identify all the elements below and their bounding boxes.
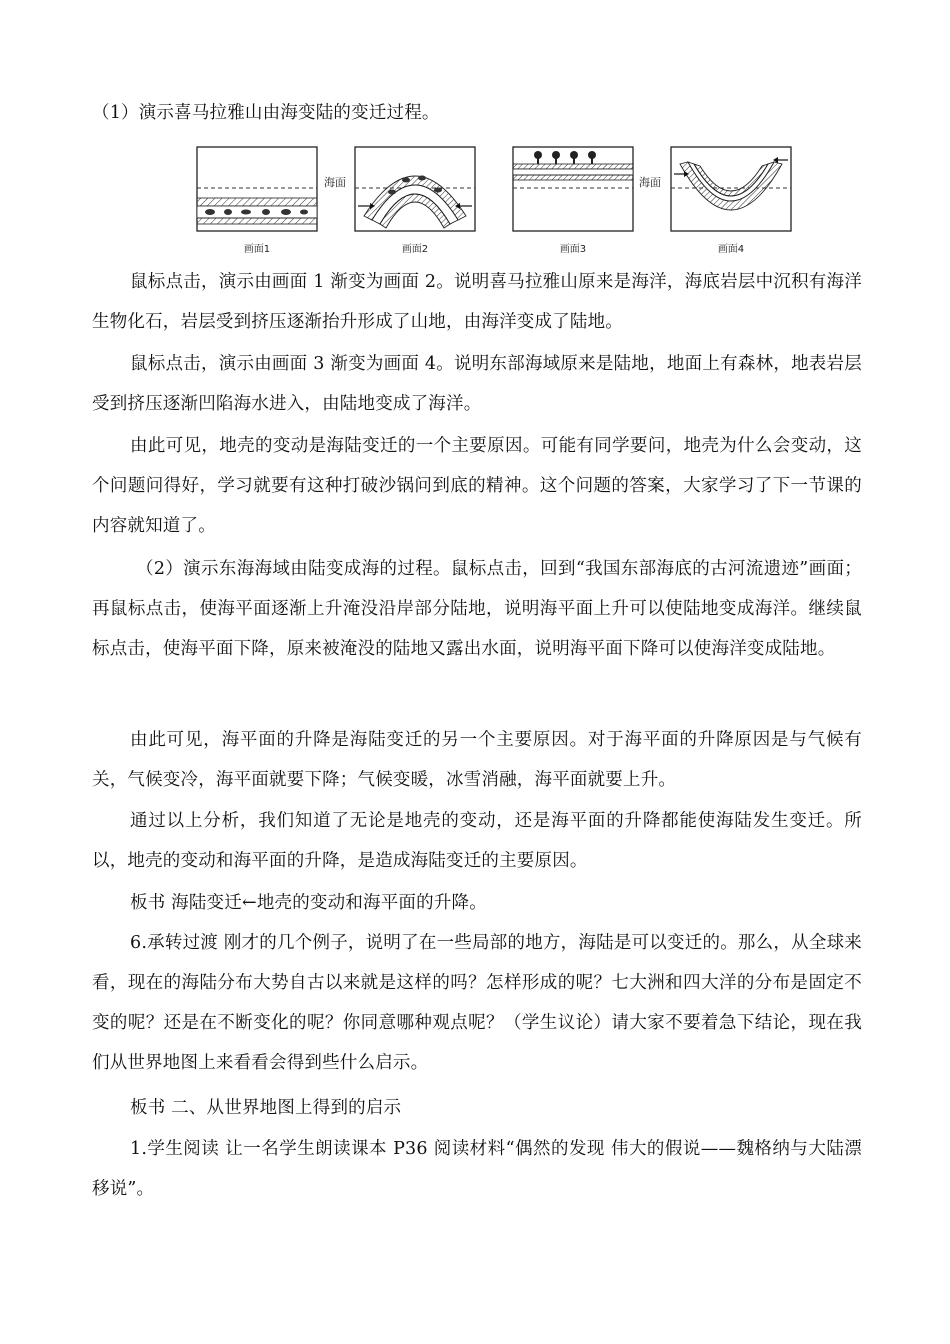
caption-panel-3: 画面3 (559, 244, 587, 255)
paragraph-student-reading: 1.学生阅读 让一名学生朗读课本 P36 阅读材料“偶然的发现 伟大的假说——魏格纳与大陆漂移说”。 (92, 1139, 862, 1199)
panel-4-subsided-sea-diagram (670, 146, 792, 232)
caption-panel-2: 画面2 (401, 244, 429, 255)
panel-3 (512, 146, 634, 232)
panel-1-seabed-fossils-diagram (196, 146, 318, 232)
caption-panel-1: 画面1 (243, 244, 271, 255)
paragraph-east-sea-demo: （2）演示东海海域由陆变成海的过程。鼠标点击，回到“我国东部海底的古河流遗迹”画面；再鼠标点击，使海平面逐渐上升淹没沿岸部分陆地，说明海平面上升可以使陆地变成海洋。继续鼠标点击，使海平面下降，原来被淹没的陆地又露出水面，说明海平面下降可以使海洋变成陆地。 (92, 559, 862, 659)
paragraph-transition: 6.承转过渡 刚才的几个例子，说明了在一些局部的地方，海陆是可以变迁的。那么，从全球来看，现在的海陆分布大势自古以来就是这样的吗？怎样形成的呢？七大洲和四大洋的分布是固定不变的呢？还是在不断变化的呢？你同意哪种观点呢？（学生议论）请大家不要着急下结论，现在我们从世界地图上来看看会得到些什么启示。 (92, 933, 862, 1073)
panel-3-forest-land-diagram (512, 146, 634, 232)
sea-land-change-figure (196, 146, 796, 256)
paragraph-panel1-to-2: 鼠标点击，演示由画面 1 渐变为画面 2。说明喜马拉雅山原来是海洋，海底岩层中沉积有海洋生物化石，岩层受到挤压逐渐抬升形成了山地，由海洋变成了陆地。 (92, 272, 862, 332)
paragraph-panel3-to-4: 鼠标点击，演示由画面 3 渐变为画面 4。说明东部海域原来是陆地，地面上有森林，地表岩层受到挤压逐渐凹陷海水进入，由陆地变成了海洋。 (92, 354, 862, 414)
blackboard-note-2: 板书 二、从世界地图上得到的启示 (130, 1098, 402, 1118)
sea-level-label-left: 海面 (324, 176, 346, 189)
paragraph-crust-movement: 由此可见，地壳的变动是海陆变迁的一个主要原因。可能有同学要问，地壳为什么会变动，这个问题问得好，学习就要有这种打破沙锅问到底的精神。这个问题的答案，大家学习了下一节课的内容就知道了。 (92, 436, 862, 536)
caption-panel-4: 画面4 (717, 244, 745, 255)
blackboard-note-1: 板书 海陆变迁←地壳的变动和海平面的升降。 (130, 893, 487, 913)
paragraph-sea-level-change: 由此可见，海平面的升降是海陆变迁的另一个主要原因。对于海平面的升降原因是与气候有关，气候变冷，海平面就要下降；气候变暖，冰雪消融，海平面就要上升。 (92, 730, 862, 790)
heading-himalaya-demo: （1）演示喜马拉雅山由海变陆的变迁过程。 (92, 103, 440, 123)
panel-4 (670, 146, 792, 232)
panel-2 (354, 146, 476, 232)
paragraph-analysis-summary: 通过以上分析，我们知道了无论是地壳的变动，还是海平面的升降都能使海陆发生变迁。所以，地壳的变动和海平面的升降，是造成海陆变迁的主要原因。 (92, 811, 862, 871)
sea-level-label-right: 海面 (639, 176, 661, 189)
panel-2-uplifted-mountain-diagram (354, 146, 476, 232)
panel-1 (196, 146, 318, 232)
